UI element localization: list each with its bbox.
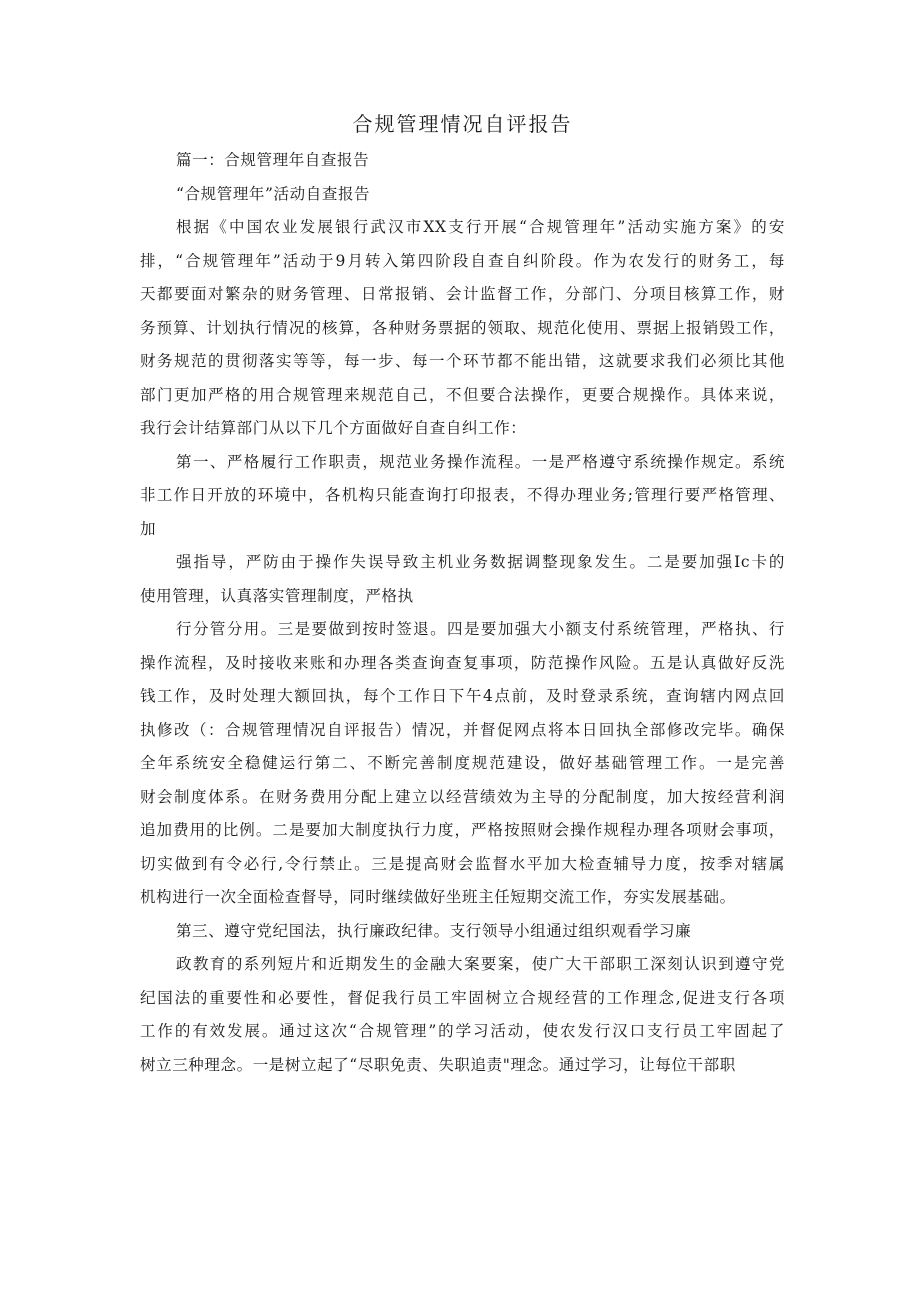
text-line: 钱工作，及时处理大额回执，每个工作日下午4点前，及时登录系统，查询辖内网点回: [140, 687, 785, 705]
text-line: 政教育的系列短片和近期发生的金融大案要案，使广大干部职工深刻认识到遵守党: [176, 955, 785, 973]
text-line: 务预算、计划执行情况的核算，各种财务票据的领取、规范化使用、票据上报销毁工作，: [140, 318, 785, 337]
paragraph: [140, 613, 785, 915]
text-line: 使用管理，认真落实管理制度，严格执: [140, 586, 414, 605]
text-line: 我行会计结算部门从以下几个方面做好自查自纠工作：: [140, 419, 527, 437]
text-line: 非工作日开放的环境中，各机构只能查询打印报表，不得办理业务;管理行要严格管理、: [140, 486, 785, 504]
text-line: 排，“合规管理年”活动于9月转入第四阶段自查自纠阶段。作为农发行的财务工，每: [140, 251, 785, 270]
text-line: 第三、遵守党纪国法，执行廉政纪律。支行领导小组通过组织观看学习廉: [176, 921, 692, 940]
paragraph: [140, 915, 785, 949]
text-line: “合规管理年”活动自查报告: [176, 184, 371, 203]
paragraph: [140, 144, 785, 178]
text-line: 加: [140, 519, 157, 538]
paragraph: [140, 178, 785, 212]
text-line: 天都要面对繁杂的财务管理、日常报销、会计监督工作，分部门、分项目核算工作，财: [140, 285, 785, 303]
document-body: [140, 144, 785, 1082]
text-line: 财会制度体系。在财务费用分配上建立以经营绩效为主导的分配制度，加大按经营利润: [140, 787, 785, 806]
paragraph: [140, 446, 785, 547]
text-line: 机构进行一次全面检查督导，同时继续做好坐班主任短期交流工作，夯实发展基础。: [140, 888, 736, 906]
paragraph: [140, 948, 785, 1082]
text-line: 纪国法的重要性和必要性，督促我行员工牢固树立合规经营的工作理念,促进支行各项: [140, 988, 785, 1007]
text-line: 强指导，严防由于操作失误导致主机业务数据调整现象发生。二是要加强Ic卡的: [176, 553, 785, 571]
text-line: 追加费用的比例。二是要加大制度执行力度，严格按照财会操作规程办理各项财会事项，: [140, 821, 785, 839]
text-line: 部门更加严格的用合规管理来规范自己，不但要合法操作，更要合规操作。具体来说，: [140, 385, 785, 404]
paragraph: [140, 211, 785, 446]
text-line: 工作的有效发展。通过这次“合规管理”的学习活动，使农发行汉口支行员工牢固起了: [140, 1022, 785, 1040]
text-line: 切实做到有令必行,令行禁止。三是提高财会监督水平加大检查辅导力度，按季对辖属: [140, 854, 785, 873]
text-line: 财务规范的贯彻落实等等，每一步、每一个环节都不能出错，这就要求我们必须比其他: [140, 352, 785, 370]
text-line: 第一、严格履行工作职责，规范业务操作流程。一是严格遵守系统操作规定。系统: [176, 452, 785, 471]
paragraph: [140, 546, 785, 613]
text-line: 行分管分用。三是要做到按时签退。四是要加强大小额支付系统管理，严格执、行: [176, 620, 785, 638]
text-line: 树立三种理念。一是树立起了“尽职免责、失职追责"理念。通过学习，让每位干部职: [140, 1055, 736, 1074]
document-title: 合规管理情况自评报告: [352, 112, 573, 136]
text-line: 执修改（：合规管理情况自评报告）情况，并督促网点将本日回执全部修改完毕。确保: [140, 720, 785, 739]
text-line: 操作流程，及时接收来账和办理各类查询查复事项，防范操作风险。五是认真做好反洗: [140, 653, 785, 672]
text-line: 篇一：合规管理年自查报告: [176, 151, 370, 169]
document-page: [140, 104, 785, 1082]
text-line: 全年系统安全稳健运行第二、不断完善制度规范建设，做好基础管理工作。一是完善: [140, 754, 785, 772]
text-line: 根据《中国农业发展银行武汉市XX支行开展“合规管理年”活动实施方案》的安: [176, 218, 785, 236]
